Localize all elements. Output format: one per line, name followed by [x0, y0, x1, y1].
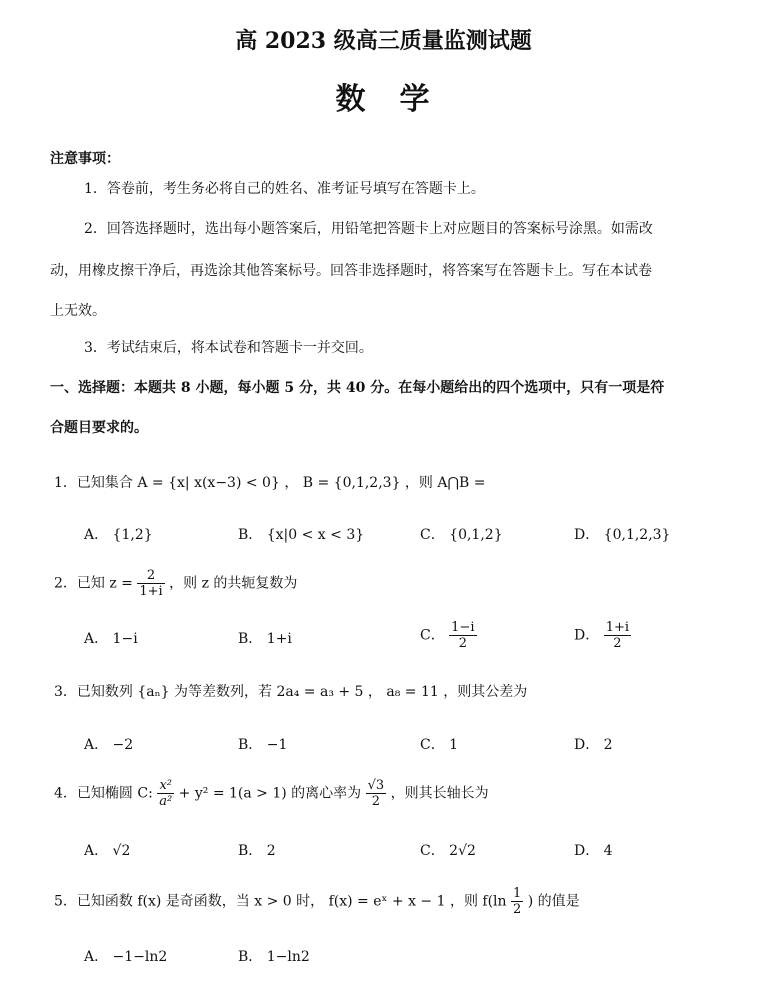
q2-option-c-fraction: [449, 620, 476, 651]
q2-option-b: B． 1+i: [238, 631, 292, 647]
q2-option-d-fraction: [604, 620, 631, 651]
q3-option-a: A． −2: [84, 737, 134, 753]
q1-option-d: D． {0,1,2,3}: [574, 527, 671, 543]
section-heading-line-2: 合题目要求的。: [50, 420, 148, 436]
q2-option-d: [574, 620, 631, 651]
q2-z-denominator: 1+i: [139, 584, 163, 599]
q2-z-numerator: 2: [137, 568, 164, 584]
q2-c-numerator: 1−i: [451, 620, 475, 635]
q4-stem-pre: 4．已知椭圆 C:: [54, 785, 153, 802]
q4-ellipse-fraction: [157, 778, 174, 809]
subject-title: 数 学: [335, 82, 432, 117]
q3-option-b: B． −1: [238, 737, 288, 753]
q5-half-denominator: 2: [513, 902, 522, 917]
q4-option-a: A． √2: [84, 843, 131, 859]
question-5-stem: [54, 886, 580, 917]
note-item-1: 1．答卷前，考生务必将自己的姓名、准考证号填写在答题卡上。: [84, 181, 485, 197]
q4-option-c: C． 2√2: [420, 843, 476, 859]
q2-z-fraction: [137, 568, 164, 599]
q2-option-d-label: D．: [574, 627, 600, 644]
q2-d-numerator: 1+i: [605, 620, 630, 635]
question-3-stem: 3．已知数列 {aₙ} 为等差数列，若 2a₄ = a₃ + 5 ， a₈ = 11 ，则其公差为: [54, 684, 528, 700]
notes-heading: 注意事项：: [50, 151, 120, 167]
q2-stem-pre: 2．已知 z =: [54, 575, 133, 592]
question-2-stem: [54, 568, 297, 599]
q2-option-a: A． 1−i: [84, 631, 138, 647]
q4-eccentricity-numerator: √3: [367, 778, 385, 793]
note-item-2-line-2: 动，用橡皮擦干净后，再选涂其他答案标号。回答非选择题时，将答案写在答题卡上。写在本试卷: [50, 263, 652, 279]
q4-eccentricity-denominator: 2: [371, 794, 381, 809]
q1-option-b: B． {x|0 < x < 3}: [238, 527, 365, 543]
note-item-2-line-1: 2．回答选择题时，选出每小题答案后，用铅笔把答题卡上对应题目的答案标号涂黑。如需改: [84, 221, 653, 237]
q2-d-denominator: 2: [613, 636, 622, 651]
q5-half-numerator: 1: [513, 886, 522, 901]
q1-option-c: C． {0,1,2}: [420, 527, 503, 543]
q5-stem-pre: 5．已知函数 f(x) 是奇函数，当 x > 0 时， f(x) = eˣ + x − 1 ，则 f(ln: [54, 893, 507, 910]
q5-option-b: B． 1−ln2: [238, 949, 310, 965]
q4-ellipse-numerator: x²: [157, 778, 174, 794]
exam-title: 高 2023 级高三质量监测试题: [235, 28, 532, 54]
q2-option-c: [420, 620, 477, 651]
q4-ellipse-denominator: a²: [159, 794, 173, 809]
q2-c-denominator: 2: [458, 636, 467, 651]
section-heading-line-1: 一、选择题：本题共 8 小题，每小题 5 分，共 40 分。在每小题给出的四个选项中，只有一项是符: [50, 380, 665, 396]
q3-option-d: D． 2: [574, 737, 613, 753]
question-1-stem: 1．已知集合 A = {x| x(x−3) < 0} ， B = {0,1,2,3} ，则 A⋂B =: [54, 475, 486, 491]
q1-option-a: A． {1,2}: [84, 527, 153, 543]
q4-eccentricity-fraction: [366, 778, 387, 809]
q4-option-d: D． 4: [574, 843, 613, 859]
q5-stem-post: ) 的值是: [527, 893, 580, 910]
q4-stem-mid: + y² = 1(a > 1) 的离心率为: [178, 785, 362, 802]
q5-option-a: A． −1−ln2: [84, 949, 168, 965]
note-item-3: 3．考试结束后，将本试卷和答题卡一并交回。: [84, 340, 373, 356]
question-4-stem: [54, 778, 489, 809]
q4-stem-post: ，则其长轴长为: [390, 785, 489, 802]
q5-half-fraction: [511, 886, 523, 917]
q2-stem-post: ，则 z 的共轭复数为: [169, 575, 298, 592]
q4-option-b: B． 2: [238, 843, 276, 859]
q3-option-c: C． 1: [420, 737, 459, 753]
q2-option-c-label: C．: [420, 627, 445, 644]
note-item-2-line-3: 上无效。: [50, 303, 106, 319]
